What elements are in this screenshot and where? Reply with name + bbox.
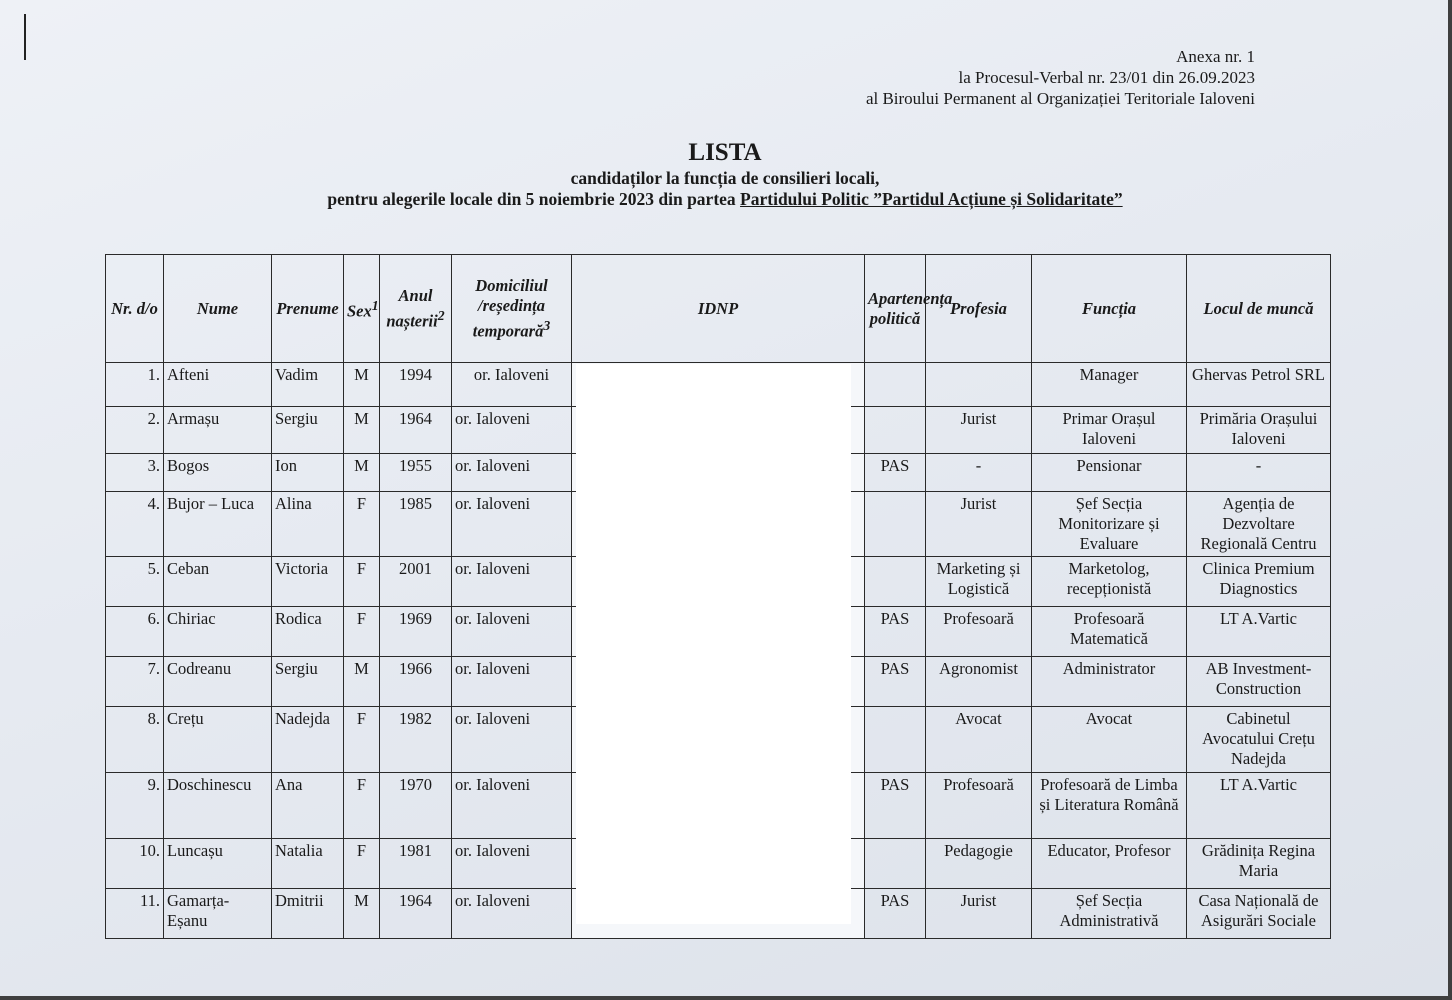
- cell-nume: Crețu: [164, 707, 272, 773]
- cell-dom: or. Ialoveni: [452, 407, 572, 454]
- header-domiciliu-label: Domiciliul /reședința temporară: [472, 275, 548, 341]
- cell-func: Pensionar: [1032, 454, 1187, 492]
- cell-dom: or. Ialoveni: [452, 454, 572, 492]
- cell-apart: PAS: [865, 773, 926, 839]
- cell-nr: 9.: [106, 773, 164, 839]
- cell-loc: Agenția de Dezvoltare Regională Centru: [1187, 492, 1331, 557]
- annex-line-3: al Biroului Permanent al Organizației Teritoriale Ialoveni: [865, 89, 1255, 108]
- cell-apart: [865, 492, 926, 557]
- cell-nr: 10.: [106, 839, 164, 889]
- cell-loc: Ghervas Petrol SRL: [1187, 363, 1331, 407]
- cell-prof: -: [926, 454, 1032, 492]
- document-subtitle-2: [100, 189, 1350, 210]
- cell-nr: 5.: [106, 557, 164, 607]
- cell-prenume: Rodica: [272, 607, 344, 657]
- cell-sex: M: [344, 889, 380, 939]
- header-nume: Nume: [164, 255, 272, 363]
- cell-nr: 8.: [106, 707, 164, 773]
- cell-loc: Clinica Premium Diagnostics: [1187, 557, 1331, 607]
- cell-an: 1964: [380, 407, 452, 454]
- cell-an: 1982: [380, 707, 452, 773]
- cell-sex: F: [344, 492, 380, 557]
- cell-dom: or. Ialoveni: [452, 607, 572, 657]
- cell-prof: Marketing și Logistică: [926, 557, 1032, 607]
- header-idnp: IDNP: [572, 255, 865, 363]
- cell-func: Șef Secția Administrativă: [1032, 889, 1187, 939]
- cell-nume: Armașu: [164, 407, 272, 454]
- cell-loc: LT A.Vartic: [1187, 773, 1331, 839]
- cell-nume: Bogos: [164, 454, 272, 492]
- cell-apart: [865, 363, 926, 407]
- cell-loc: Casa Națională de Asigurări Sociale: [1187, 889, 1331, 939]
- cell-an: 1994: [380, 363, 452, 407]
- cell-loc: Primăria Orașului Ialoveni: [1187, 407, 1331, 454]
- cell-loc: Grădinița Regina Maria: [1187, 839, 1331, 889]
- party-name: Partidului Politic ”Partidul Acțiune și Solidaritate”: [740, 189, 1123, 209]
- title-block: [100, 138, 1350, 210]
- cell-prenume: Ion: [272, 454, 344, 492]
- cell-func: Profesoară de Limba și Literatura Română: [1032, 773, 1187, 839]
- document-subtitle: candidaților la funcția de consilieri locali,: [570, 168, 880, 188]
- cell-func: Administrator: [1032, 657, 1187, 707]
- cell-prenume: Sergiu: [272, 657, 344, 707]
- cell-nr: 6.: [106, 607, 164, 657]
- cell-nume: Doschinescu: [164, 773, 272, 839]
- cell-loc: -: [1187, 454, 1331, 492]
- cell-dom: or. Ialoveni: [452, 492, 572, 557]
- cell-dom: or. Ialoveni: [452, 773, 572, 839]
- cell-prenume: Ana: [272, 773, 344, 839]
- header-nr: Nr. d/o: [106, 255, 164, 363]
- cell-sex: F: [344, 557, 380, 607]
- cell-prof: Profesoară: [926, 773, 1032, 839]
- header-anul: [380, 255, 452, 363]
- cell-nr: 1.: [106, 363, 164, 407]
- cell-sex: M: [344, 363, 380, 407]
- cell-an: 1985: [380, 492, 452, 557]
- header-domiciliu: [452, 255, 572, 363]
- redaction-box: [576, 364, 851, 924]
- cell-nr: 2.: [106, 407, 164, 454]
- cell-prenume: Vadim: [272, 363, 344, 407]
- cell-apart: [865, 557, 926, 607]
- cell-nume: Chiriac: [164, 607, 272, 657]
- header-profesia: Profesia: [926, 255, 1032, 363]
- footnote-ref-1: 1: [371, 297, 379, 313]
- cell-prof: Jurist: [926, 492, 1032, 557]
- cell-func: Marketolog, recepționistă: [1032, 557, 1187, 607]
- header-anul-label: Anul nașterii: [386, 285, 438, 331]
- cell-prenume: Sergiu: [272, 407, 344, 454]
- cell-prof: Profesoară: [926, 607, 1032, 657]
- header-functia: Funcția: [1032, 255, 1187, 363]
- cell-apart: PAS: [865, 657, 926, 707]
- cell-an: 1981: [380, 839, 452, 889]
- cell-apart: [865, 839, 926, 889]
- cell-func: Manager: [1032, 363, 1187, 407]
- cell-apart: [865, 707, 926, 773]
- header-prenume: Prenume: [272, 255, 344, 363]
- cell-func: Șef Secția Monitorizare și Evaluare: [1032, 492, 1187, 557]
- cell-an: 1964: [380, 889, 452, 939]
- cell-apart: [865, 407, 926, 454]
- cell-nr: 7.: [106, 657, 164, 707]
- cell-dom: or. Ialoveni: [452, 889, 572, 939]
- cell-loc: AB Investment-Construction: [1187, 657, 1331, 707]
- cell-nr: 3.: [106, 454, 164, 492]
- cell-prof: Avocat: [926, 707, 1032, 773]
- cell-an: 1969: [380, 607, 452, 657]
- cell-loc: Cabinetul Avocatului Crețu Nadejda: [1187, 707, 1331, 773]
- cell-prenume: Dmitrii: [272, 889, 344, 939]
- cell-prof: [926, 363, 1032, 407]
- cell-sex: M: [344, 407, 380, 454]
- cell-sex: M: [344, 657, 380, 707]
- cell-nume: Ceban: [164, 557, 272, 607]
- cell-sex: F: [344, 607, 380, 657]
- cell-apart: PAS: [865, 607, 926, 657]
- cell-func: Primar Orașul Ialoveni: [1032, 407, 1187, 454]
- cell-dom: or. Ialoveni: [452, 839, 572, 889]
- cell-nr: 11.: [106, 889, 164, 939]
- annex-header: [866, 46, 1255, 109]
- cell-prof: Jurist: [926, 407, 1032, 454]
- cell-prenume: Alina: [272, 492, 344, 557]
- cell-prof: Jurist: [926, 889, 1032, 939]
- cell-dom: or. Ialoveni: [452, 657, 572, 707]
- cell-an: 1970: [380, 773, 452, 839]
- margin-mark: [24, 14, 26, 60]
- cell-dom: or. Ialoveni: [452, 363, 572, 407]
- cell-prenume: Natalia: [272, 839, 344, 889]
- cell-an: 2001: [380, 557, 452, 607]
- cell-prof: Agronomist: [926, 657, 1032, 707]
- header-sex: [344, 255, 380, 363]
- cell-func: Profesoară Matematică: [1032, 607, 1187, 657]
- document-title: LISTA: [688, 139, 762, 166]
- table-header-row: [106, 255, 1331, 363]
- cell-sex: F: [344, 839, 380, 889]
- cell-an: 1955: [380, 454, 452, 492]
- cell-an: 1966: [380, 657, 452, 707]
- annex-line-1: Anexa nr. 1: [1176, 47, 1255, 66]
- cell-dom: or. Ialoveni: [452, 707, 572, 773]
- cell-nume: Afteni: [164, 363, 272, 407]
- cell-nume: Gamarța-Eșanu: [164, 889, 272, 939]
- header-sex-label: Sex: [347, 301, 372, 321]
- header-apartenenta: Apartenența politică: [865, 255, 926, 363]
- header-locul: Locul de muncă: [1187, 255, 1331, 363]
- cell-nume: Codreanu: [164, 657, 272, 707]
- cell-func: Educator, Profesor: [1032, 839, 1187, 889]
- cell-dom: or. Ialoveni: [452, 557, 572, 607]
- cell-loc: LT A.Vartic: [1187, 607, 1331, 657]
- cell-sex: F: [344, 707, 380, 773]
- cell-prenume: Victoria: [272, 557, 344, 607]
- annex-line-2: la Procesul-Verbal nr. 23/01 din 26.09.2023: [958, 68, 1255, 87]
- cell-nume: Luncașu: [164, 839, 272, 889]
- subtitle-prefix: pentru alegerile locale din 5 noiembrie 2023 din partea: [327, 189, 736, 209]
- cell-nume: Bujor – Luca: [164, 492, 272, 557]
- cell-nr: 4.: [106, 492, 164, 557]
- cell-apart: PAS: [865, 454, 926, 492]
- footnote-ref-2: 2: [437, 307, 445, 323]
- cell-prenume: Nadejda: [272, 707, 344, 773]
- cell-sex: M: [344, 454, 380, 492]
- cell-prof: Pedagogie: [926, 839, 1032, 889]
- footnote-ref-3: 3: [543, 317, 551, 333]
- cell-func: Avocat: [1032, 707, 1187, 773]
- cell-apart: PAS: [865, 889, 926, 939]
- cell-sex: F: [344, 773, 380, 839]
